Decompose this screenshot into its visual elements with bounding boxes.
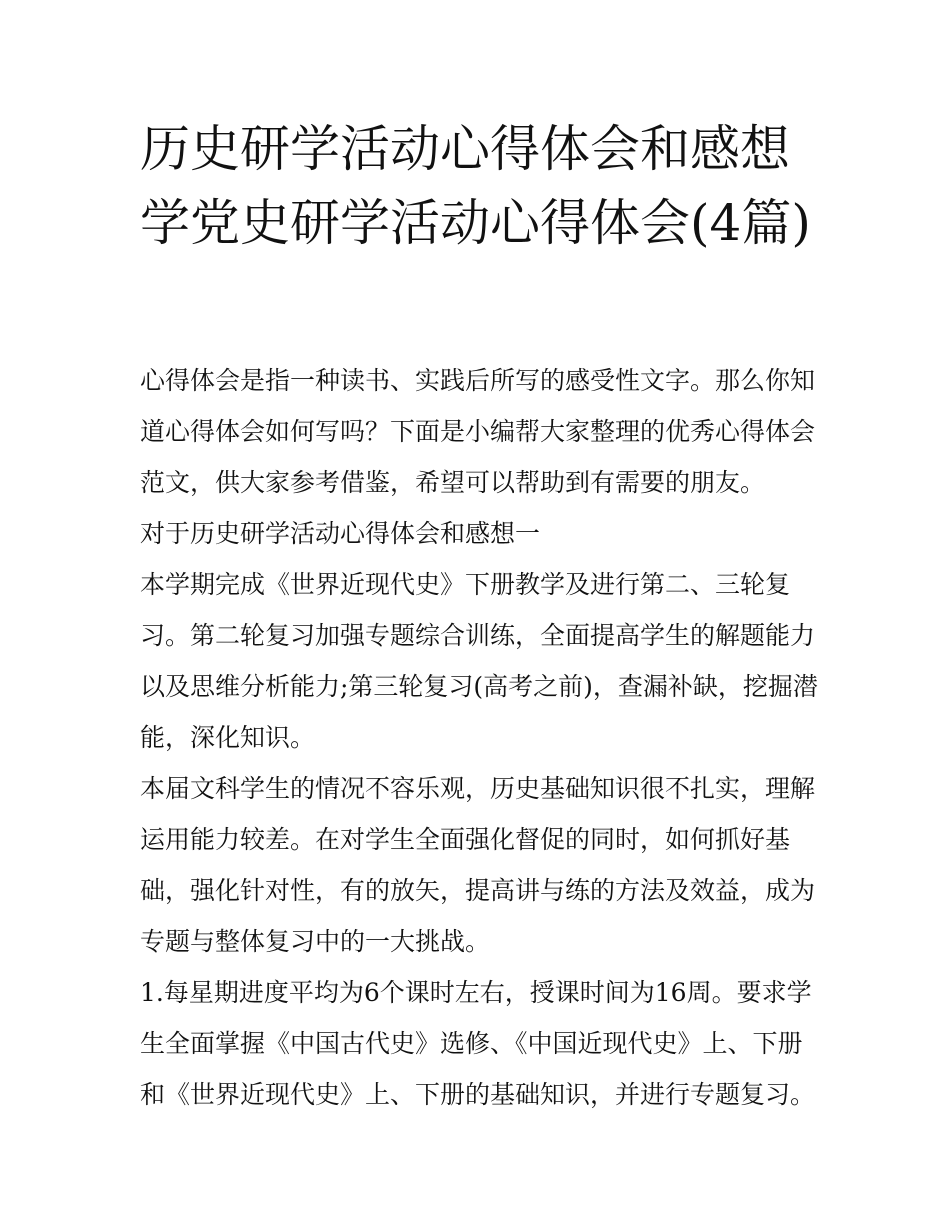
body-paragraph: 本届文科学生的情况不容乐观，历史基础知识很不扎实，理解运用能力较差。在对学生全面强化督促的同时，如何抓好基础，强化针对性，有的放矢，提高讲与练的方法及效益，成为专题与整体复习中的一大挑战。 <box>140 774 816 956</box>
section-heading: 对于历史研学活动心得体会和感想一 <box>140 519 541 548</box>
document-body <box>140 355 820 1120</box>
document-title: 历史研学活动心得体会和感想学党史研学活动心得体会(4篇) <box>140 120 811 252</box>
numbered-paragraph: 1.每星期进度平均为6个课时左右，授课时间为16周。要求学生全面掌握《中国古代史》选修、《中国近现代史》上、下册和《世界近现代史》上、下册的基础知识，并进行专题复习。 <box>140 978 816 1109</box>
intro-paragraph: 心得体会是指一种读书、实践后所写的感受性文字。那么你知道心得体会如何写吗？下面是小编帮大家整理的优秀心得体会范文，供大家参考借鉴，希望可以帮助到有需要的朋友。 <box>140 366 816 497</box>
body-paragraph: 本学期完成《世界近现代史》下册教学及进行第二、三轮复习。第二轮复习加强专题综合训练，全面提高学生的解题能力以及思维分析能力;第三轮复习(高考之前)，查漏补缺，挖掘潜能，深化知识。 <box>140 570 818 752</box>
